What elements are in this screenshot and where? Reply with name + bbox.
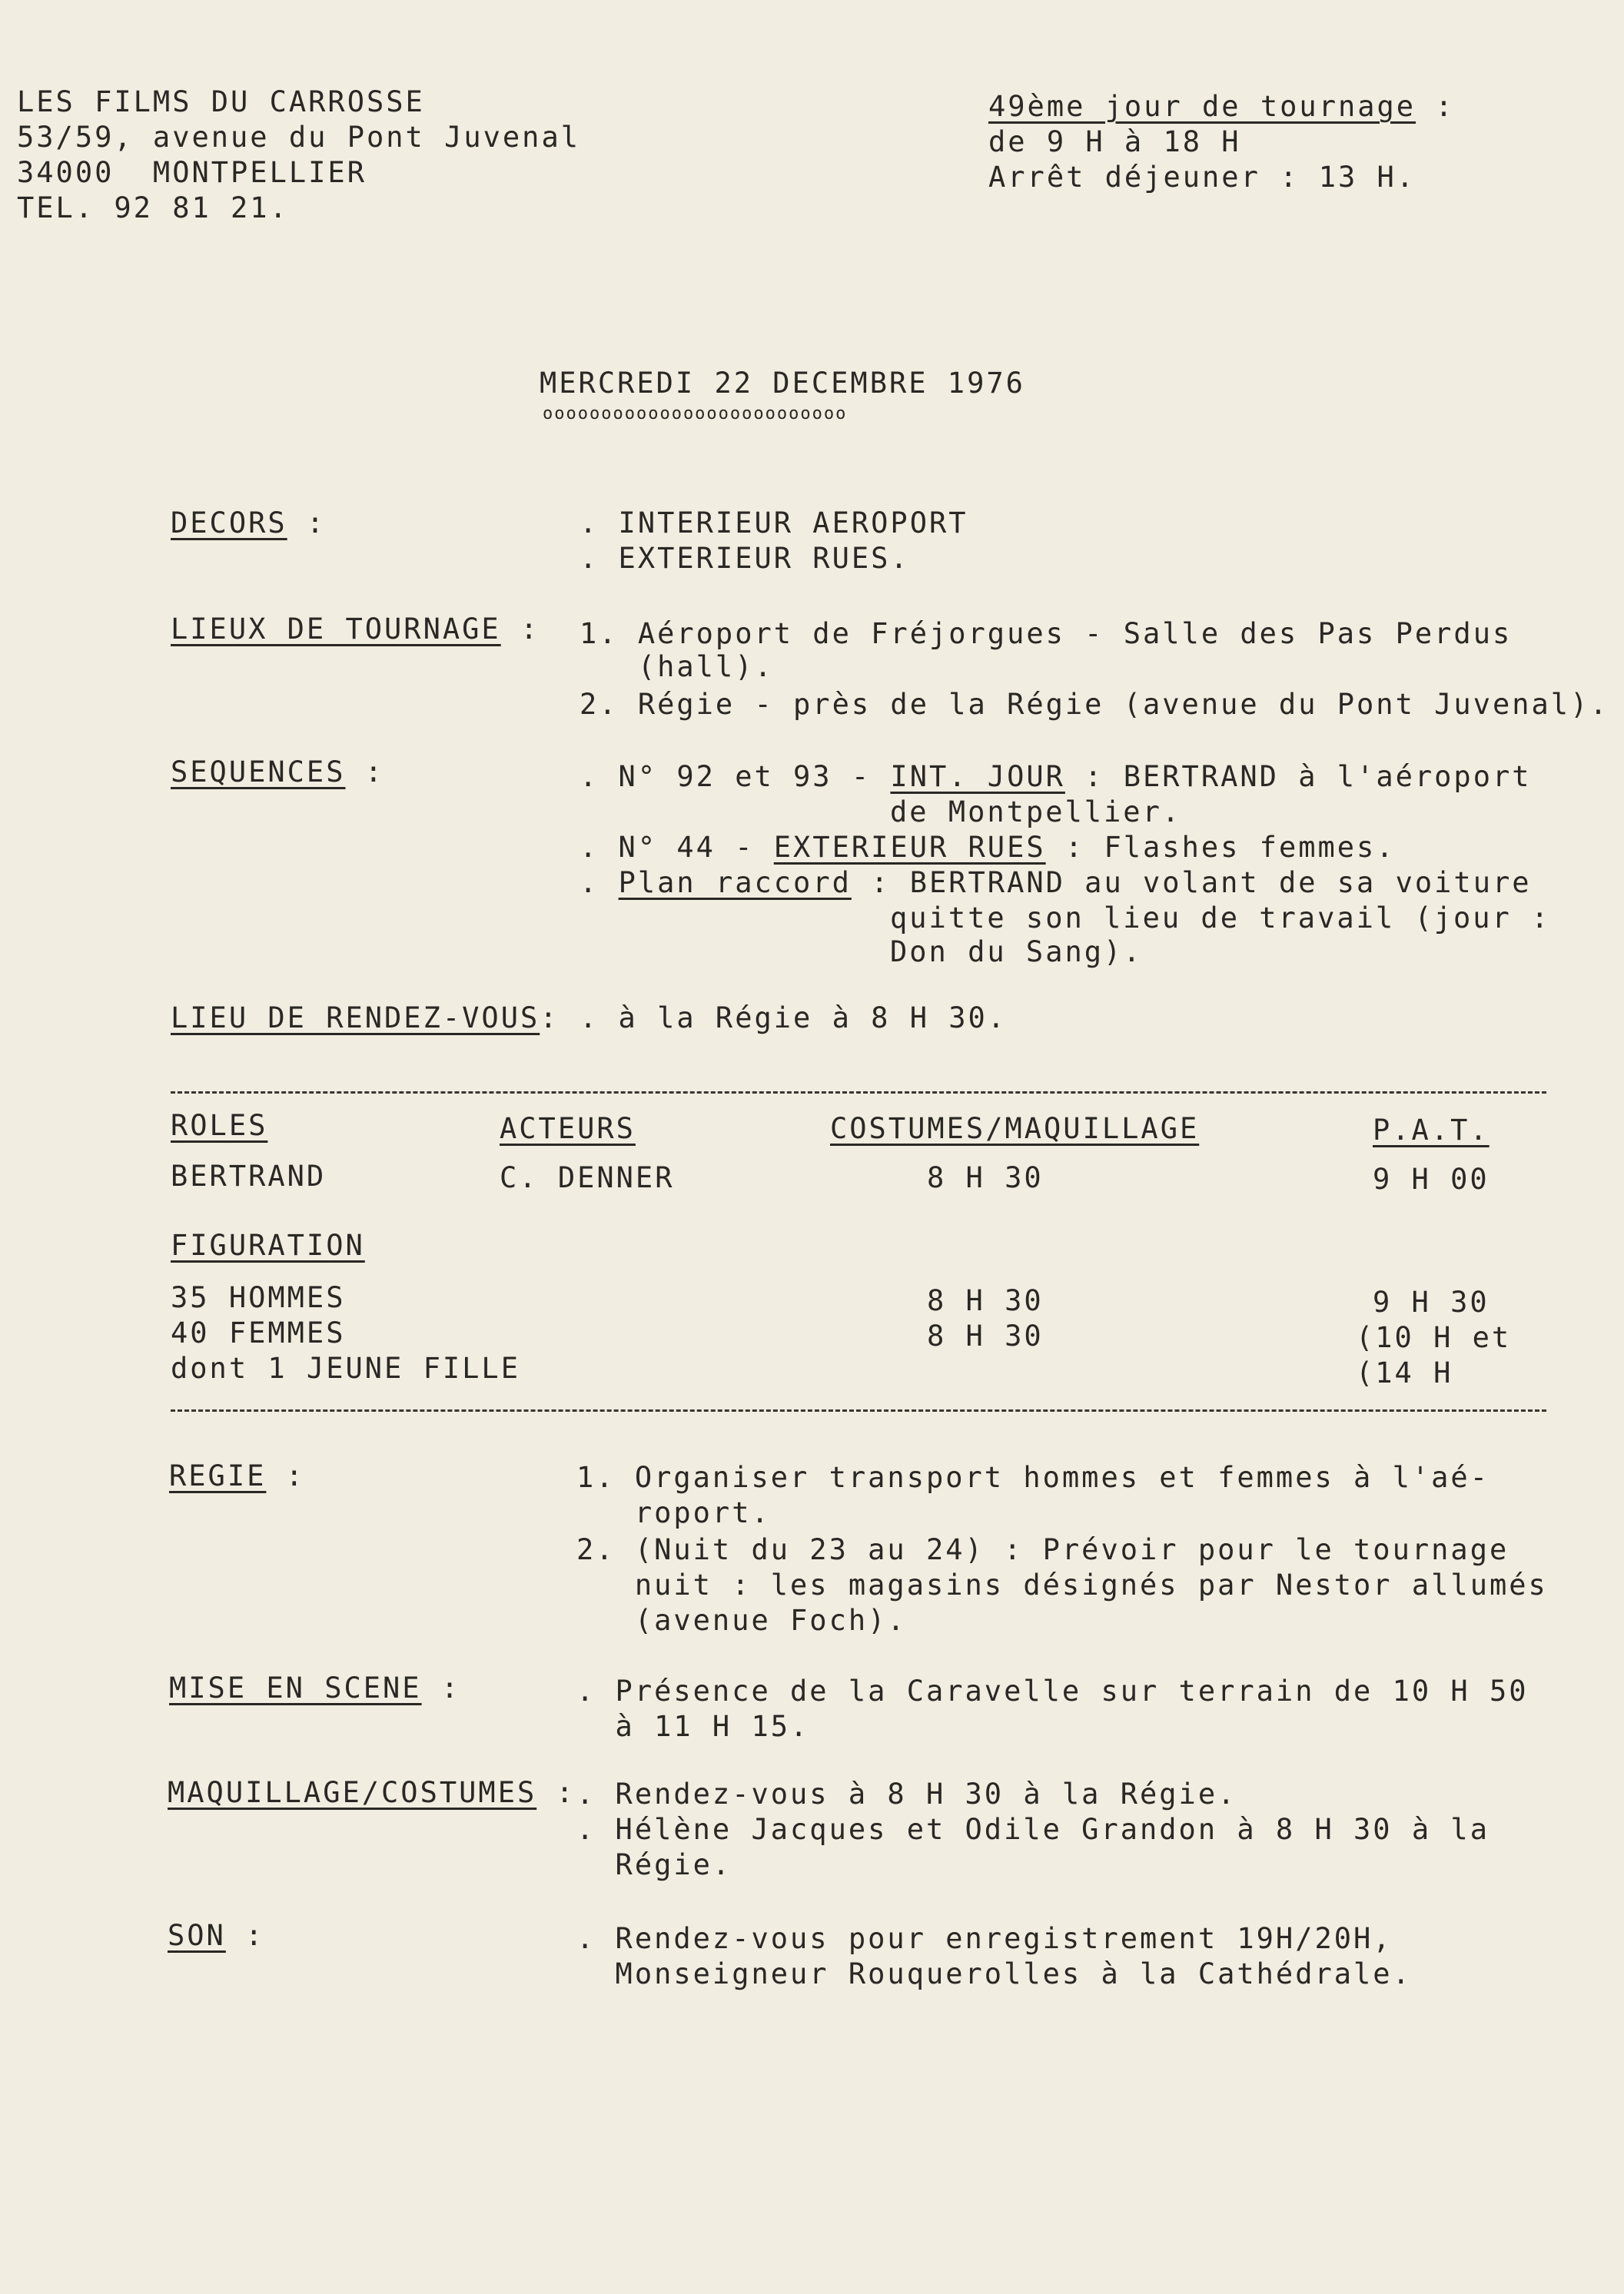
company-name: LES FILMS DU CARROSSE: [17, 85, 425, 118]
shooting-day-colon: :: [1416, 90, 1455, 123]
son-label: SON: [168, 1919, 226, 1952]
lieux-colon: :: [500, 613, 540, 646]
maquillage-line: . Rendez-vous à 8 H 30 à la Régie.: [576, 1778, 1237, 1811]
shooting-day: [988, 89, 1455, 124]
actor-cell: C. DENNER: [500, 1161, 675, 1194]
sequence-line: [580, 865, 1532, 901]
regie-line: nuit : les magasins désignés par Nestor allumés: [576, 1569, 1548, 1602]
pat-time-cell: 9 H 00: [1373, 1163, 1489, 1196]
son-line: Monseigneur Rouquerolles à la Cathédrale.: [576, 1957, 1412, 1990]
sequence-tag: INT. JOUR: [890, 760, 1065, 793]
col-header-pat: P.A.T.: [1373, 1114, 1489, 1147]
maquillage-colon: :: [536, 1776, 576, 1809]
figuration-row-label: 40 FEMMES: [171, 1316, 346, 1350]
figuration-row-costume: 8 H 30: [927, 1284, 1044, 1317]
sequence-line: [580, 830, 1396, 865]
son-line: . Rendez-vous pour enregistrement 19H/20H,: [576, 1922, 1393, 1955]
figuration-row-pat: (14 H: [1356, 1356, 1453, 1389]
maquillage-line: Régie.: [576, 1848, 732, 1881]
regie-line: 1. Organiser transport hommes et femmes à l'aé-: [576, 1461, 1489, 1494]
company-address: 53/59, avenue du Pont Juvenal: [17, 121, 581, 154]
role-cell: BERTRAND: [171, 1160, 327, 1193]
maquillage-line: . Hélène Jacques et Odile Grandon à 8 H 30 à la: [576, 1813, 1489, 1846]
sequence-text: : BERTRAND à l'aéroport: [1064, 760, 1532, 793]
son-colon: :: [225, 1919, 265, 1952]
figuration-row-label: 35 HOMMES: [171, 1281, 346, 1314]
lieux-line: (hall).: [580, 650, 774, 683]
sequence-prefix: . N° 44 -: [580, 831, 774, 864]
figuration-row-costume: 8 H 30: [927, 1320, 1044, 1353]
son-heading: [168, 1918, 264, 1954]
lieux-heading: [171, 612, 540, 647]
rdv-heading: [171, 1001, 560, 1036]
col-header-costumes: COSTUMES/MAQUILLAGE: [830, 1112, 1200, 1145]
rdv-label: LIEU DE RENDEZ-VOUS: [171, 1001, 540, 1034]
decors-heading: [171, 506, 326, 541]
date-underline: oooooooooooooooooooooooooo: [543, 404, 848, 423]
maquillage-label: MAQUILLAGE/COSTUMES: [168, 1776, 537, 1809]
sequence-line: Don du Sang).: [890, 935, 1143, 968]
mise-label: MISE EN SCENE: [169, 1672, 422, 1705]
sequence-text: : BERTRAND au volant de sa voiture: [851, 866, 1532, 899]
sequence-prefix: . N° 92 et 93 -: [580, 760, 891, 793]
company-city: 34000 MONTPELLIER: [17, 156, 367, 189]
regie-colon: :: [266, 1459, 305, 1492]
lieux-line: 1. Aéroport de Fréjorgues - Salle des Pas Perdus: [580, 617, 1513, 650]
rdv-text: . à la Régie à 8 H 30.: [580, 1001, 1008, 1034]
rdv-colon: :: [540, 1001, 560, 1034]
regie-label: REGIE: [169, 1459, 267, 1492]
mise-heading: [169, 1671, 460, 1706]
sequence-line: quitte son lieu de travail (jour :: [890, 901, 1551, 935]
sequences-colon: :: [345, 755, 385, 788]
regie-heading: [169, 1459, 305, 1494]
sequence-prefix: .: [580, 866, 619, 899]
lieux-label: LIEUX DE TOURNAGE: [171, 613, 501, 646]
regie-line: (avenue Foch).: [576, 1604, 907, 1637]
sequence-tag: EXTERIEUR RUES: [773, 831, 1046, 864]
sequence-tag: Plan raccord: [618, 866, 852, 899]
mise-line: à 11 H 15.: [576, 1710, 810, 1743]
decors-colon: :: [287, 506, 327, 539]
sequence-line: de Montpellier.: [890, 795, 1182, 828]
sequences-heading: [171, 755, 384, 790]
lieux-line: 2. Régie - près de la Régie (avenue du Pont Juvenal).: [580, 688, 1609, 721]
decors-item: . EXTERIEUR RUES.: [580, 542, 910, 575]
regie-line: 2. (Nuit du 23 au 24) : Prévoir pour le tournage: [576, 1533, 1509, 1566]
dashed-divider: [171, 1091, 1546, 1094]
shooting-hours: de 9 H à 18 H: [988, 125, 1241, 158]
shooting-day-label: 49ème jour de tournage: [988, 90, 1416, 123]
figuration-row-pat: (10 H et: [1356, 1321, 1512, 1354]
sequence-text: : Flashes femmes.: [1045, 831, 1396, 864]
lunch-break: Arrêt déjeuner : 13 H.: [988, 161, 1416, 194]
costume-time-cell: 8 H 30: [927, 1161, 1044, 1194]
col-header-acteurs: ACTEURS: [500, 1112, 636, 1145]
figuration-heading: FIGURATION: [171, 1229, 365, 1262]
sequences-label: SEQUENCES: [171, 755, 346, 788]
decors-item: . INTERIEUR AEROPORT: [580, 506, 968, 539]
mise-colon: :: [421, 1672, 461, 1705]
date-title: MERCREDI 22 DECEMBRE 1976: [540, 367, 1025, 400]
mise-line: . Présence de la Caravelle sur terrain de 10 H 50: [576, 1675, 1529, 1708]
sequence-line: [580, 759, 1532, 795]
regie-line: roport.: [576, 1496, 771, 1529]
maquillage-heading: [168, 1775, 576, 1811]
col-header-roles: ROLES: [171, 1109, 268, 1142]
figuration-row-pat: 9 H 30: [1373, 1286, 1489, 1319]
decors-label: DECORS: [171, 506, 287, 539]
company-phone: TEL. 92 81 21.: [17, 191, 289, 224]
dashed-divider: [171, 1409, 1546, 1412]
figuration-row-label: dont 1 JEUNE FILLE: [171, 1352, 520, 1385]
